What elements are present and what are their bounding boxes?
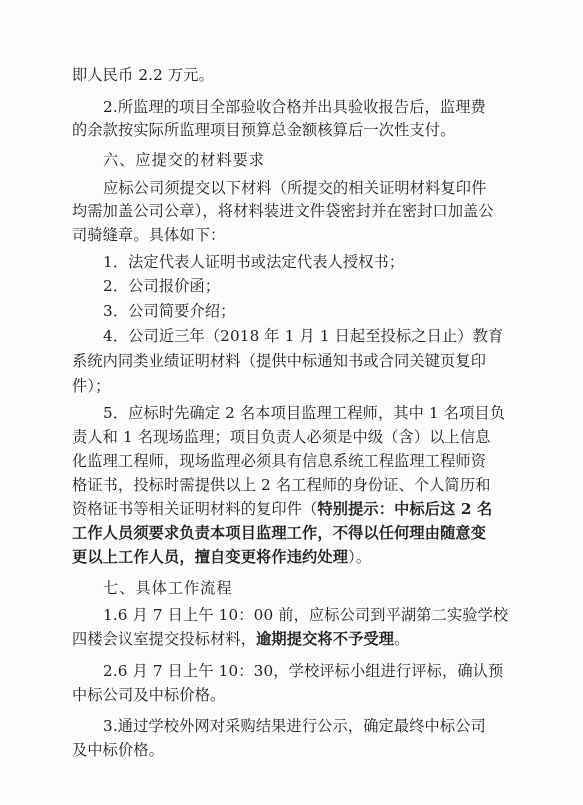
text-span: 5．应标时先确定 2 名本项目监理工程师，其中 1 名项目负: [103, 404, 506, 422]
text-line: [0, 685, 583, 705]
text-line: [0, 451, 583, 471]
text-span: 格证书，投标时需提供以上 2 名工程师的身份证、个人简历和: [72, 476, 491, 494]
text-span: 均需加盖公司公章），将材料装进文件袋密封并在密封口加盖公: [72, 202, 494, 220]
text-line: [0, 376, 583, 396]
text-span: 及中标价格。: [72, 741, 165, 759]
text-span: 系统内同类业绩证明材料（提供中标通知书或合同关键页复印: [72, 352, 487, 370]
text-span: 4．公司近三年（2018 年 1 月 1 日起至投标之日止）教育: [103, 327, 504, 345]
section-heading: [0, 578, 583, 598]
text-line: [0, 97, 583, 117]
bold-notice: 特别提示：中标后这 2 名: [317, 500, 493, 518]
text-span: 2.所监理的项目全部验收合格并出具验收报告后，监理费: [103, 98, 486, 116]
text-span: 2．公司报价函；: [103, 277, 221, 295]
text-span: 的余款按实际所监理项目预算总金额核算后一次性支付。: [72, 121, 456, 139]
text-span: 1．法定代表人证明书或法定代表人授权书；: [103, 253, 405, 271]
bold-notice: 逾期提交将不予受理: [256, 630, 395, 648]
text-span: 1.6 月 7 日上午 10：00 前，应标公司到平湖第二实验学校: [103, 606, 509, 624]
list-item: [0, 326, 583, 346]
text-line: [0, 120, 583, 140]
text-line: [0, 740, 583, 760]
list-item: [0, 661, 583, 681]
text-line: [0, 629, 583, 649]
text-line: [0, 201, 583, 221]
list-item: [0, 605, 583, 625]
text-span: 件）；: [72, 377, 111, 395]
text-span: 司骑缝章。具体如下：: [72, 226, 226, 244]
bold-notice-line: [0, 523, 583, 543]
list-item: [0, 301, 583, 321]
text-span: 七、具体工作流程: [103, 579, 233, 597]
text-span: 工作人员须要求负责本项目监理工作，不得以任何理由随意变: [72, 524, 487, 542]
text-span: 资格证书等相关证明材料的复印件（: [72, 500, 318, 518]
text-span: 2.6 月 7 日上午 10：30，学校评标小组进行评标，确认预: [103, 662, 504, 680]
text-span: 责人和 1 名现场监理；项目负责人必须是中级（含）以上信息: [72, 428, 491, 446]
text-span: 3.通过学校外网对采购结果进行公示，确定最终中标公司: [103, 717, 486, 735]
text-span: 化监理工程师，现场监理必须具有信息系统工程监理工程师资: [72, 452, 487, 470]
text-span: 六、应提交的材料要求: [103, 151, 265, 169]
text-line: [0, 499, 583, 519]
text-span: 即人民币 2.2 万元。: [72, 66, 214, 84]
text-line: [0, 178, 583, 198]
text-line: [0, 547, 583, 567]
list-item: [0, 403, 583, 423]
bold-notice: 更以上工作人员，擅自变更将作违约处理: [72, 548, 349, 566]
section-heading: [0, 150, 583, 170]
text-span: 应标公司须提交以下材料（所提交的相关证明材料复印件: [103, 179, 487, 197]
text-span: ）。: [348, 548, 372, 566]
text-span: 3．公司简要介绍；: [103, 302, 236, 320]
text-span: 中标公司及中标价格。: [72, 686, 226, 704]
list-item: [0, 276, 583, 296]
text-span: 四楼会议室提交投标材料，: [72, 630, 257, 648]
text-line: [0, 351, 583, 371]
text-line: [0, 475, 583, 495]
text-line: [0, 65, 583, 85]
list-item: [0, 252, 583, 272]
list-item: [0, 716, 583, 736]
text-span: 。: [394, 630, 410, 648]
text-line: [0, 427, 583, 447]
text-line: [0, 225, 583, 245]
